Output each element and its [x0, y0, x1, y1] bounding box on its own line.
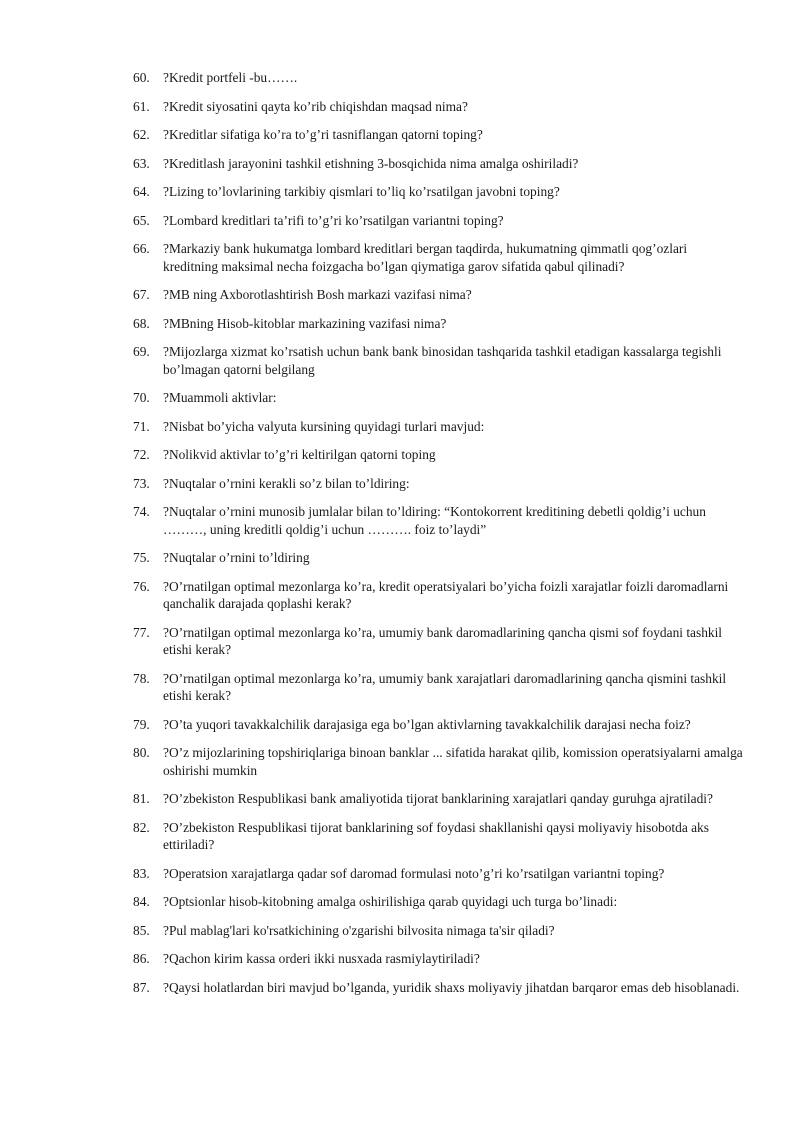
- question-number: 77.: [133, 624, 150, 640]
- question-item: [133, 389, 745, 407]
- question-number: 68.: [133, 315, 150, 331]
- question-number: 62.: [133, 127, 150, 142]
- question-text: ?Mijozlarga xizmat ko’rsatish uchun bank bank binosidan tashqarida tashkil etadigan kassalarga tegishli bo’lmagan qatorni belgilang: [163, 344, 722, 377]
- question-item: [133, 922, 745, 940]
- question-number: 87.: [133, 979, 150, 995]
- question-number: 81.: [133, 791, 150, 806]
- question-item: [133, 716, 745, 734]
- question-item: [133, 69, 745, 87]
- question-item: [133, 865, 745, 883]
- question-text: ?O’rnatilgan optimal mezonlarga ko’ra, umumiy bank xarajatlari daromadlarining qancha qismini tashkil etishi kerak?: [163, 670, 727, 703]
- question-number: 67.: [133, 287, 150, 302]
- question-item: [133, 240, 745, 275]
- question-item: [133, 950, 745, 968]
- question-text: ?Nolikvid aktivlar to’g’ri keltirilgan qatorni toping: [163, 447, 436, 462]
- question-text: ?O’zbekiston Respublikasi tijorat banklarining sof foydasi shakllanishi qaysi moliyaviy hisobotda aks ettiriladi?: [163, 819, 709, 852]
- question-text: ?Kreditlar sifatiga ko’ra to’g’ri tasniflangan qatorni toping?: [163, 127, 483, 142]
- question-text: ?MBning Hisob-kitoblar markazining vazifasi nima?: [163, 315, 447, 331]
- question-text: ?Kreditlash jarayonini tashkil etishning 3-bosqichida nima amalga oshiriladi?: [163, 155, 579, 171]
- question-number: 61.: [133, 98, 150, 114]
- question-text: ?O’ta yuqori tavakkalchilik darajasiga ega bo’lgan aktivlarning tavakkalchilik darajasi necha foiz?: [163, 716, 691, 732]
- question-item: [133, 979, 745, 997]
- question-item: [133, 670, 745, 705]
- question-number: 60.: [133, 70, 150, 85]
- question-text: ?Nisbat bo’yicha valyuta kursining quyidagi turlari mavjud:: [163, 418, 485, 434]
- question-number: 84.: [133, 894, 150, 909]
- question-text: ?O’z mijozlarining topshiriqlariga binoan banklar ... sifatida harakat qilib, komission operatsiyalarni amalga oshirishi mumkin: [163, 745, 743, 778]
- question-item: [133, 744, 745, 779]
- question-number: 85.: [133, 922, 150, 938]
- question-number: 82.: [133, 819, 150, 835]
- question-number: 78.: [133, 670, 150, 686]
- question-item: [133, 790, 745, 808]
- question-text: ?Qaysi holatlardan biri mavjud bo’lganda, yuridik shaxs moliyaviy jihatdan barqaror emas deb hisoblanadi.: [163, 979, 740, 995]
- question-number: 73.: [133, 475, 150, 491]
- question-number: 70.: [133, 390, 150, 405]
- question-number: 66.: [133, 241, 150, 256]
- question-item: [133, 315, 745, 333]
- question-item: [133, 893, 745, 911]
- question-number: 83.: [133, 865, 150, 881]
- question-text: ?O’rnatilgan optimal mezonlarga ko’ra, umumiy bank daromadlarining qancha qismi sof foydani tashkil etishi kerak?: [163, 624, 723, 657]
- question-item: [133, 212, 745, 230]
- question-item: [133, 183, 745, 201]
- question-number: 86.: [133, 951, 150, 966]
- question-item: [133, 503, 745, 538]
- question-text: ?Lizing to’lovlarining tarkibiy qismlari to’liq ko’rsatilgan javobni toping?: [163, 184, 560, 199]
- question-text: ?Muammoli aktivlar:: [163, 390, 277, 405]
- question-text: ?Operatsion xarajatlarga qadar sof daromad formulasi noto’g’ri ko’rsatilgan variantni toping?: [163, 865, 665, 881]
- question-number: 76.: [133, 578, 150, 594]
- question-text: ?Pul mablag'lari ko'rsatkichining o'zgarishi bilvosita nimaga ta'sir qiladi?: [163, 922, 555, 938]
- question-item: [133, 624, 745, 659]
- question-item: [133, 475, 745, 493]
- question-text: ?Nuqtalar o’rnini to’ldiring: [163, 550, 310, 565]
- question-text: ?Optsionlar hisob-kitobning amalga oshirilishiga qarab quyidagi uch turga bo’linadi:: [163, 894, 618, 909]
- question-number: 71.: [133, 418, 150, 434]
- question-text: ?MB ning Axborotlashtirish Bosh markazi vazifasi nima?: [163, 287, 472, 302]
- question-item: [133, 418, 745, 436]
- question-item: [133, 126, 745, 144]
- question-list: [133, 69, 745, 1007]
- question-item: [133, 578, 745, 613]
- question-number: 80.: [133, 745, 150, 760]
- question-text: ?Qachon kirim kassa orderi ikki nusxada rasmiylaytiriladi?: [163, 951, 480, 966]
- question-text: ?Markaziy bank hukumatga lombard kreditlari bergan taqdirda, hukumatning qimmatli qog’ozlari kreditning maksimal necha foizgacha bo’lgan qiymatiga garov sifatida qabul qilinadi?: [163, 241, 688, 274]
- question-number: 64.: [133, 184, 150, 199]
- question-item: [133, 155, 745, 173]
- question-number: 74.: [133, 504, 150, 519]
- question-number: 79.: [133, 716, 150, 732]
- question-item: [133, 549, 745, 567]
- question-number: 63.: [133, 155, 150, 171]
- question-number: 75.: [133, 550, 150, 565]
- question-text: ?Lombard kreditlari ta’rifi to’g’ri ko’rsatilgan variantni toping?: [163, 212, 504, 228]
- question-number: 72.: [133, 447, 150, 462]
- question-text: ?O’zbekiston Respublikasi bank amaliyotida tijorat banklarining xarajatlari qanday guruhga ajratiladi?: [163, 791, 713, 806]
- question-item: [133, 98, 745, 116]
- question-text: ?O’rnatilgan optimal mezonlarga ko’ra, kredit operatsiyalari bo’yicha foizli xarajatlar foizli daromadlarni qanchalik darajada qoplashi kerak?: [163, 578, 729, 611]
- question-item: [133, 819, 745, 854]
- question-text: ?Nuqtalar o’rnini kerakli so’z bilan to’ldiring:: [163, 475, 410, 491]
- question-number: 65.: [133, 212, 150, 228]
- question-text: ?Nuqtalar o’rnini munosib jumlalar bilan to’ldiring: “Kontokorrent kreditining debetli qoldig’i uchun ………, uning kreditli qoldig’i uchun ………. foiz to’laydi”: [163, 504, 706, 537]
- question-number: 69.: [133, 344, 150, 359]
- question-text: ?Kredit portfeli -bu…….: [163, 70, 298, 85]
- question-item: [133, 286, 745, 304]
- question-item: [133, 343, 745, 378]
- question-item: [133, 446, 745, 464]
- question-text: ?Kredit siyosatini qayta ko’rib chiqishdan maqsad nima?: [163, 98, 468, 114]
